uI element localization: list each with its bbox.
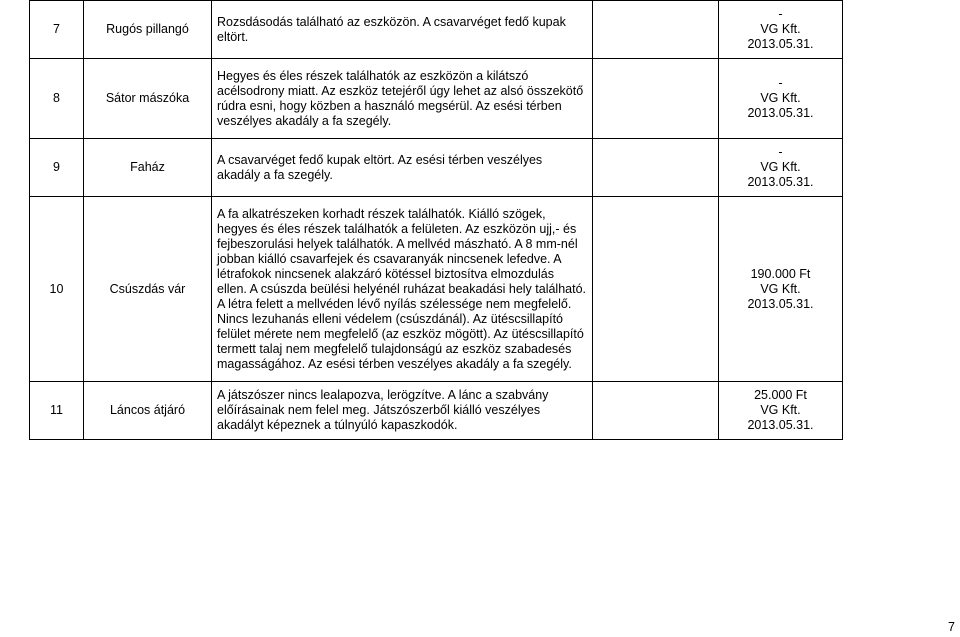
cost-cell [719, 1, 843, 59]
equipment-name: Csúszdás vár [84, 197, 212, 382]
page-number: 7 [948, 620, 955, 634]
row-number: 10 [30, 197, 84, 382]
cost-value: - [778, 7, 783, 21]
defect-description: A fa alkatrészeken korhadt részek találhatók. Kiálló szögek, hegyes és éles részek találhatók a felületen. Az eszközön ujj,- és fejbeszorulási helyek találhatók. A mellvéd mászható. A 8 mm-nél jobban kiálló csavarfejek és csavaranyák nincsenek lefedve. A létrafokok nincsenek alakzáró kötéssel biztosítva elmozdulás ellen. A csúszda beülési helyénél ruházat beakadási hely található. A létra felett a mellvéden lévő nyílás szélessége nem megfelelő. Nincs lezuhanás elleni védelem (csúszdánál). Az ütéscsillapító felület mérete nem megfelelő (az eszköz mögött). Az ütéscsillapító termett talaj nem megfelelő tulajdonságú az eszköz szabadesés magasságához. Az esési térben veszélyes akadály a fa szegély. [212, 197, 593, 382]
cost-cell [719, 59, 843, 139]
contractor: VG Kft. [760, 403, 801, 417]
contractor: VG Kft. [760, 91, 801, 105]
cost-value: 190.000 Ft [750, 266, 811, 281]
equipment-name: Faház [84, 139, 212, 197]
defect-description: Rozsdásodás található az eszközön. A csavarvéget fedő kupak eltört. [212, 1, 593, 59]
equipment-name: Láncos átjáró [84, 382, 212, 440]
equipment-name: Rugós pillangó [84, 1, 212, 59]
deadline: 2013.05.31. [747, 418, 814, 432]
empty-cell [593, 382, 719, 440]
inspection-table [29, 0, 843, 440]
row-number: 11 [30, 382, 84, 440]
table-row [30, 59, 843, 139]
deadline: 2013.05.31. [747, 106, 814, 120]
empty-cell [593, 139, 719, 197]
contractor: VG Kft. [760, 22, 801, 36]
cost-value: - [778, 145, 783, 159]
table-row [30, 197, 843, 382]
defect-description: A csavarvéget fedő kupak eltört. Az esési térben veszélyes akadály a fa szegély. [212, 139, 593, 197]
row-number: 7 [30, 1, 84, 59]
equipment-name: Sátor mászóka [84, 59, 212, 139]
row-number: 8 [30, 59, 84, 139]
defect-description: Hegyes és éles részek találhatók az eszközön a kilátszó acélsodrony miatt. Az eszköz tetejéről úgy lehet az alsó összekötő rúdra esni, hogy közben a használó megsérül. Az esési térben veszélyes akadály a fa szegély. [212, 59, 593, 139]
cost-cell [719, 197, 843, 382]
cost-cell [719, 382, 843, 440]
cost-value: 25.000 Ft [754, 388, 807, 402]
empty-cell [593, 1, 719, 59]
cost-cell [719, 139, 843, 197]
empty-cell [593, 59, 719, 139]
table-row [30, 1, 843, 59]
deadline: 2013.05.31. [747, 296, 814, 311]
row-number: 9 [30, 139, 84, 197]
table-row [30, 139, 843, 197]
empty-cell [593, 197, 719, 382]
contractor: VG Kft. [760, 281, 801, 296]
cost-value: - [778, 76, 783, 90]
deadline: 2013.05.31. [747, 175, 814, 189]
contractor: VG Kft. [760, 160, 801, 174]
defect-description: A játszószer nincs lealapozva, lerögzítve. A lánc a szabvány előírásainak nem felel meg. Játszószerből kiálló veszélyes akadályt képeznek a túlnyúló kapaszkodók. [212, 382, 593, 440]
deadline: 2013.05.31. [747, 37, 814, 51]
inspection-table-container [29, 0, 843, 440]
table-row [30, 382, 843, 440]
